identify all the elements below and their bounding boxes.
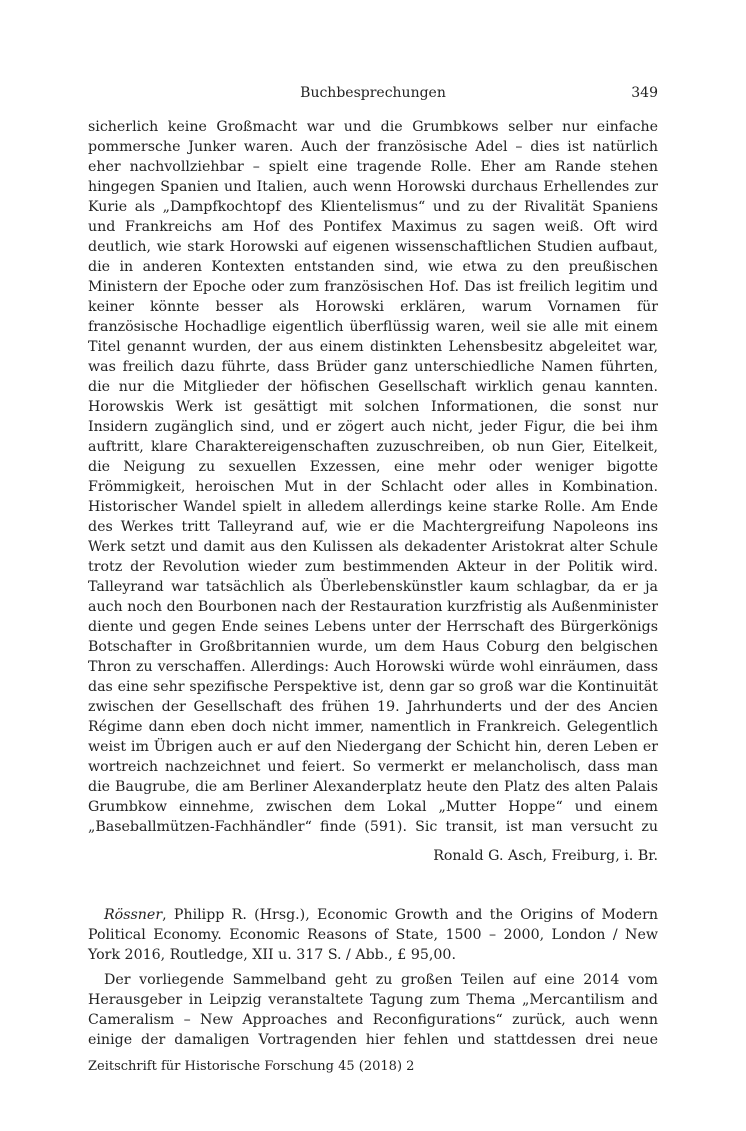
book-citation: , Philipp R. (Hrsg.), Economic Growth and the Origins of Modern Political Economy. Economic Reasons of State, 1500 – 2000, London / New York 2016, Routledge, XII u. 317 S. / Abb., £ 95,00. bbox=[88, 907, 658, 963]
book-author: Rössner bbox=[104, 907, 163, 923]
next-review-text bbox=[88, 970, 658, 1050]
bibliographic-entry bbox=[88, 905, 658, 965]
page-number: 349 bbox=[631, 85, 658, 101]
reviewer-signature: Ronald G. Asch, Freiburg, i. Br. bbox=[433, 848, 658, 864]
next-review-paragraph: Der vorliegende Sammelband geht zu großen Teilen auf eine 2014 vom Herausgeber in Leipzig veranstaltete Tagung zum Thema „Mercantilism and Cameralism – New Approaches and Reconfigurations“ zurück, auch wenn einige der damaligen Vortragenden hier fehlen und stattdessen drei neue bbox=[88, 972, 658, 1048]
running-head bbox=[88, 83, 658, 103]
journal-footer: Zeitschrift für Historische Forschung 45 (2018) 2 bbox=[88, 1059, 415, 1074]
review-body-paragraph: sicherlich keine Großmacht war und die Grumbkows selber nur einfache pommersche Junker waren. Auch der französische Adel – dies ist natürlich eher nachvollziehbar – spielt eine tragende Rolle. Eher am Rande stehen hingegen Spanien und Italien, auch wenn Horowski durchaus Erhellendes zur Kurie als „Dampfkochtopf des Klientelismus“ und zu der Rivalität Spaniens und Frankreichs am Hof des Pontifex Maximus zu sagen weiß. Oft wird deutlich, wie stark Horowski auf eigenen wissenschaftlichen Studien aufbaut, die in anderen Kontexten entstanden sind, wie etwa zu den preußischen Ministern der Epoche oder zum französischen Hof. Das ist freilich legitim und keiner könnte besser als Horowski erklären, warum Vornamen für französische Hochadlige eigentlich überflüssig waren, weil sie alle mit einem Titel genannt wurden, der aus einem distinkten Lehensbesitz abgeleitet war, was freilich dazu führte, dass Brüder ganz unterschiedliche Namen führten, die nur die Mitglieder der höfischen Gesellschaft wirklich genau kannten. Horowskis Werk ist gesättigt mit solchen Informationen, die sonst nur Insidern zugänglich sind, und er zögert auch nicht, jeder Figur, die bei ihm auftritt, klare Charaktereigenschaften zuzuschreiben, ob nun Gier, Eitelkeit, die Neigung zu sexuellen Exzessen, eine mehr oder weniger bigotte Frömmigkeit, heroischen Mut in der Schlacht oder alles in Kombination. Historischer Wandel spielt in alledem allerdings keine starke Rolle. Am Ende des Werkes tritt Talleyrand auf, wie er die Machtergreifung Napoleons ins Werk setzt und damit aus den Kulissen als dekadenter Aristokrat alter Schule trotz der Revolution wieder zum bestimmenden Akteur in der Politik wird. Talleyrand war tatsächlich als Überlebenskünstler kaum schlagbar, da er ja auch noch den Bourbonen nach der Restauration kurzfristig als Außenminister diente und gegen Ende seines Lebens unter der Herrschaft des Bürgerkönigs Botschafter in Großbritannien wurde, um dem Haus Coburg den belgischen Thron zu verschaffen. Allerdings: Auch Horowski würde wohl einräumen, dass das eine sehr spezifische Perspektive ist, denn gar so groß war die Kontinuität zwischen der Gesellschaft des frühen 19. Jahrhunderts und der des Ancien Régime dann eben doch nicht immer, namentlich in Frankreich. Gelegentlich weist im Übrigen auch er auf den Niedergang der Schicht hin, deren Leben er wortreich nachzeichnet und feiert. So vermerkt er melancholisch, dass man die Baugrube, die am Berliner Alexanderplatz heute den Platz des alten Palais Grumbkow einnehme, zwischen dem Lokal „Mutter Hoppe“ und einem „Baseballmützen-Fachhändler“ finde (591). Sic transit, ist man versucht zu bbox=[88, 119, 658, 835]
review-text-column bbox=[88, 117, 658, 837]
running-title: Buchbesprechungen bbox=[300, 85, 446, 101]
